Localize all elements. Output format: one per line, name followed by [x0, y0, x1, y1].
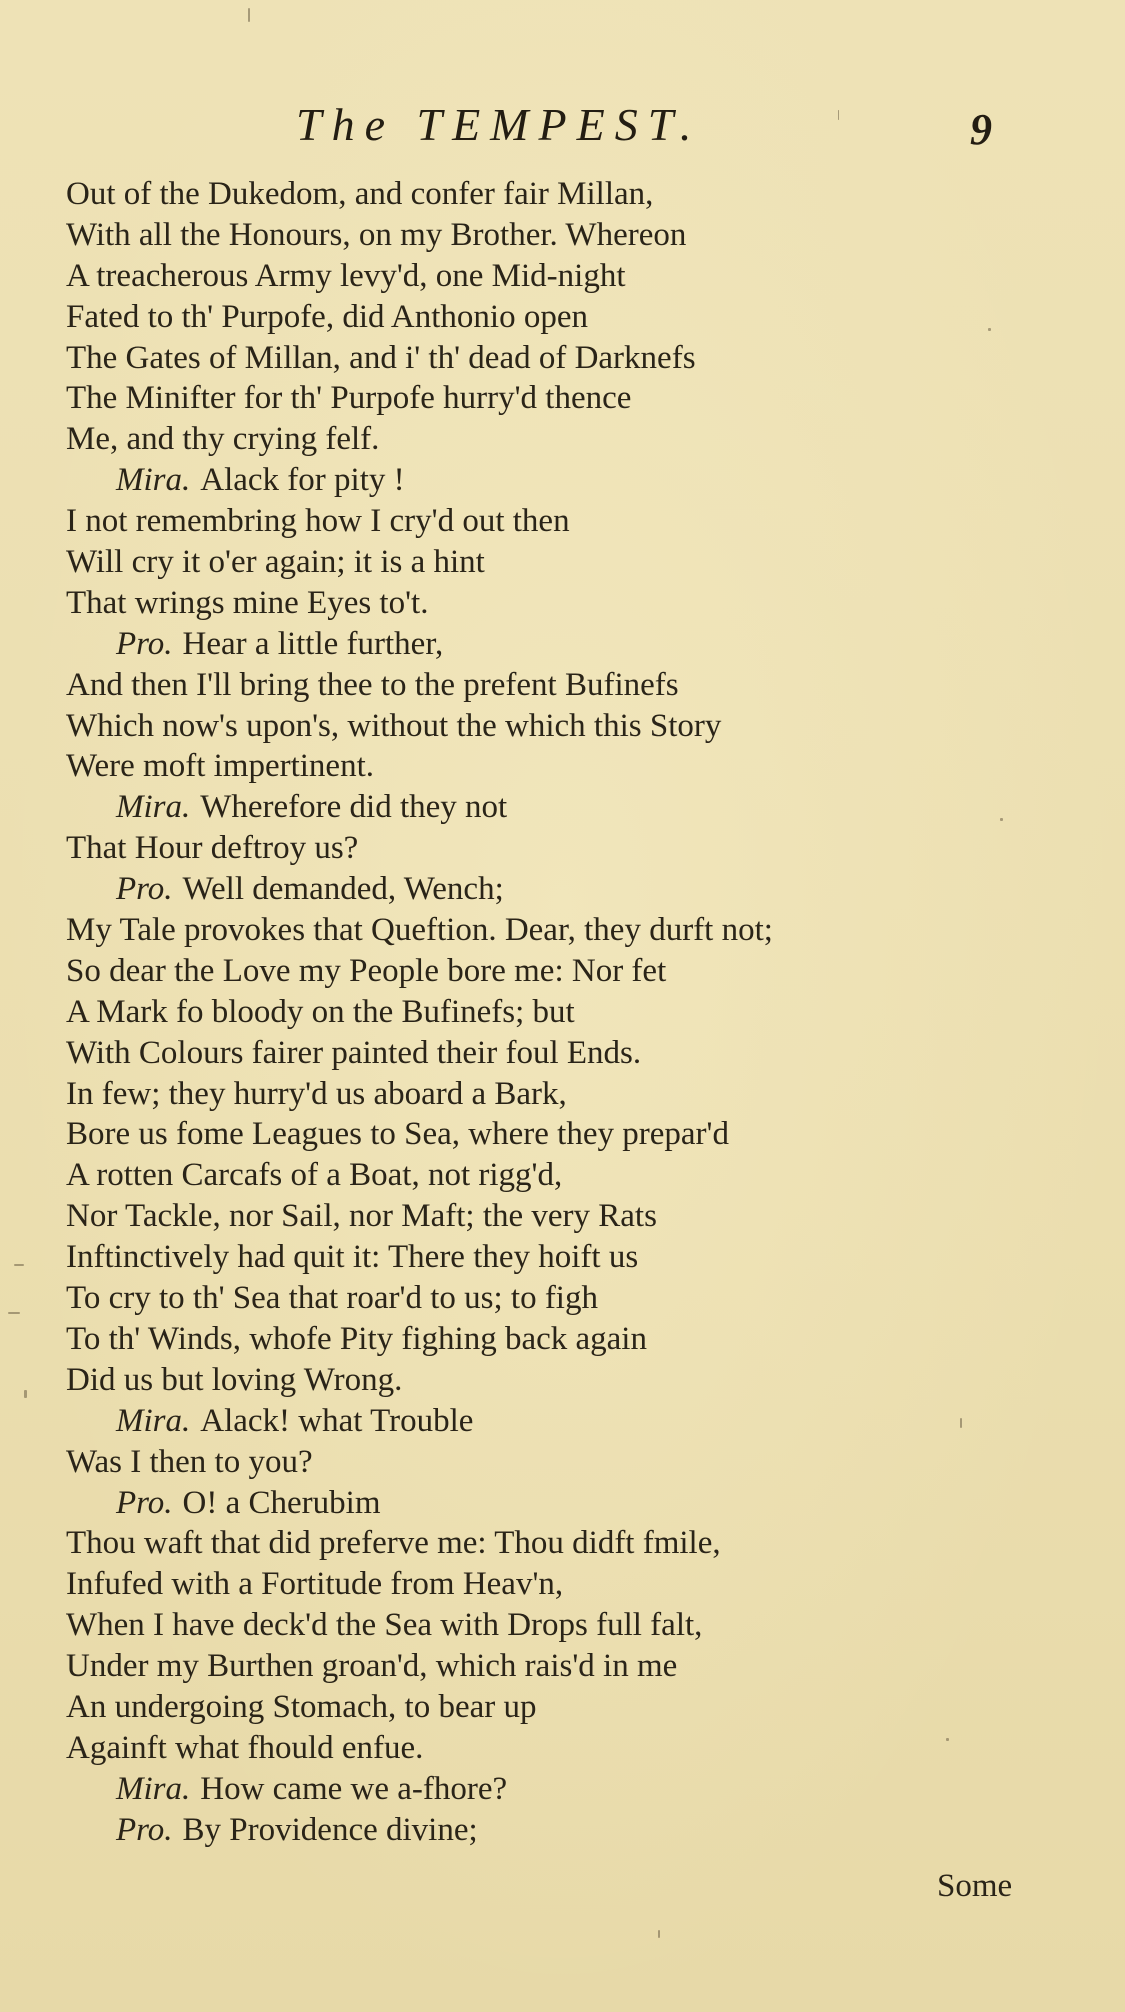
speech-line	[66, 1769, 1066, 1810]
line-text: My Tale provokes that Queftion. Dear, they durft not;	[66, 912, 773, 949]
line-text: When I have deck'd the Sea with Drops full falt,	[66, 1607, 703, 1644]
verse-line	[66, 1114, 1066, 1155]
line-text: The Minifter for th' Purpofe hurry'd thence	[66, 380, 632, 417]
verse-line	[66, 1728, 1066, 1769]
verse-line	[66, 419, 1066, 460]
paper-speck	[960, 1418, 962, 1428]
speech-line	[66, 1810, 1066, 1851]
verse-text	[66, 174, 1066, 1851]
verse-line	[66, 378, 1066, 419]
line-text: By Providence divine;	[182, 1811, 478, 1848]
verse-line	[66, 1074, 1066, 1115]
speech-line	[66, 624, 1066, 665]
verse-line	[66, 1442, 1066, 1483]
line-text: O! a Cherubim	[182, 1484, 381, 1521]
verse-line	[66, 1687, 1066, 1728]
line-text: That Hour deftroy us?	[66, 830, 359, 867]
line-text: Infufed with a Fortitude from Heav'n,	[66, 1566, 564, 1603]
line-text: To cry to th' Sea that roar'd to us; to figh	[66, 1280, 598, 1317]
verse-line	[66, 1646, 1066, 1687]
line-text: Againft what fhould enfue.	[66, 1729, 424, 1766]
catchword: Some	[937, 1868, 1013, 1904]
line-text: Wherefore did they not	[200, 789, 508, 826]
page-number: 9	[970, 105, 992, 154]
verse-line	[66, 665, 1066, 706]
speech-line	[66, 1483, 1066, 1524]
line-text: An undergoing Stomach, to bear up	[66, 1688, 537, 1725]
line-text: So dear the Love my People bore me: Nor fet	[66, 952, 667, 989]
verse-line	[66, 1523, 1066, 1564]
speaker-name: Mira.	[116, 462, 191, 499]
speaker-name: Pro.	[116, 871, 173, 908]
paper-speck	[946, 1738, 949, 1741]
line-text: Alack for pity !	[200, 462, 405, 499]
running-title: The TEMPEST.	[296, 99, 702, 150]
line-text: And then I'll bring thee to the prefent Bufinefs	[66, 666, 679, 703]
line-text: Hear a little further,	[182, 625, 444, 662]
line-text: Thou waft that did preferve me: Thou didft fmile,	[66, 1525, 721, 1562]
verse-line	[66, 1605, 1066, 1646]
paper-speck	[838, 110, 839, 120]
verse-line	[66, 174, 1066, 215]
verse-line	[66, 1033, 1066, 1074]
line-text: A Mark fo bloody on the Bufinefs; but	[66, 993, 575, 1030]
verse-line	[66, 338, 1066, 379]
verse-line	[66, 1278, 1066, 1319]
verse-line	[66, 706, 1066, 747]
line-text: Bore us fome Leagues to Sea, where they prepar'd	[66, 1116, 729, 1153]
speaker-name: Pro.	[116, 1811, 173, 1848]
speaker-name: Mira.	[116, 1402, 191, 1439]
verse-line	[66, 1155, 1066, 1196]
speech-line	[66, 1401, 1066, 1442]
line-text: Which now's upon's, without the which this Story	[66, 707, 722, 744]
speech-line	[66, 787, 1066, 828]
line-text: With Colours fairer painted their foul Ends.	[66, 1034, 642, 1071]
line-text: A treacherous Army levy'd, one Mid-night	[66, 257, 626, 294]
line-text: Nor Tackle, nor Sail, nor Maft; the very Rats	[66, 1198, 657, 1235]
line-text: Was I then to you?	[66, 1443, 313, 1480]
speech-line	[66, 869, 1066, 910]
verse-line	[66, 951, 1066, 992]
line-text: That wrings mine Eyes to't.	[66, 584, 429, 621]
verse-line	[66, 1319, 1066, 1360]
line-text: A rotten Carcafs of a Boat, not rigg'd,	[66, 1157, 563, 1194]
verse-line	[66, 1360, 1066, 1401]
verse-line	[66, 1196, 1066, 1237]
paper-speck	[658, 1930, 660, 1938]
paper-speck	[24, 1390, 27, 1398]
speaker-name: Pro.	[116, 1484, 173, 1521]
paper-speck	[1000, 818, 1003, 821]
line-text: Were moft impertinent.	[66, 748, 374, 785]
verse-line	[66, 297, 1066, 338]
verse-line	[66, 910, 1066, 951]
verse-line	[66, 215, 1066, 256]
paper-speck	[14, 1264, 24, 1266]
verse-line	[66, 992, 1066, 1033]
line-text: How came we a-fhore?	[200, 1770, 508, 1807]
line-text: To th' Winds, whofe Pity fighing back again	[66, 1320, 647, 1357]
line-text: Inftinctively had quit it: There they hoift us	[66, 1239, 639, 1276]
line-text: Out of the Dukedom, and confer fair Millan,	[66, 176, 654, 212]
line-text: Alack! what Trouble	[200, 1402, 474, 1439]
verse-line	[66, 583, 1066, 624]
line-text: Will cry it o'er again; it is a hint	[66, 544, 485, 581]
line-text: With all the Honours, on my Brother. Whereon	[66, 216, 687, 253]
speaker-name: Mira.	[116, 1770, 191, 1807]
speech-line	[66, 460, 1066, 501]
line-text: Under my Burthen groan'd, which rais'd in me	[66, 1648, 678, 1685]
verse-line	[66, 828, 1066, 869]
verse-line	[66, 501, 1066, 542]
speaker-name: Pro.	[116, 625, 173, 662]
line-text: In few; they hurry'd us aboard a Bark,	[66, 1075, 567, 1112]
verse-line	[66, 256, 1066, 297]
page-header	[0, 98, 1125, 158]
line-text: Me, and thy crying felf.	[66, 421, 380, 458]
speaker-name: Mira.	[116, 789, 191, 826]
paper-speck	[988, 328, 991, 331]
verse-line	[66, 746, 1066, 787]
verse-line	[66, 1564, 1066, 1605]
verse-line	[66, 1237, 1066, 1278]
line-text: Fated to th' Purpofe, did Anthonio open	[66, 298, 588, 335]
line-text: Did us but loving Wrong.	[66, 1361, 403, 1398]
verse-line	[66, 542, 1066, 583]
paper-speck	[8, 1312, 20, 1314]
paper-speck	[248, 8, 250, 22]
line-text: Well demanded, Wench;	[182, 871, 504, 908]
line-text: The Gates of Millan, and i' th' dead of Darknefs	[66, 339, 696, 376]
line-text: I not remembring how I cry'd out then	[66, 503, 570, 540]
